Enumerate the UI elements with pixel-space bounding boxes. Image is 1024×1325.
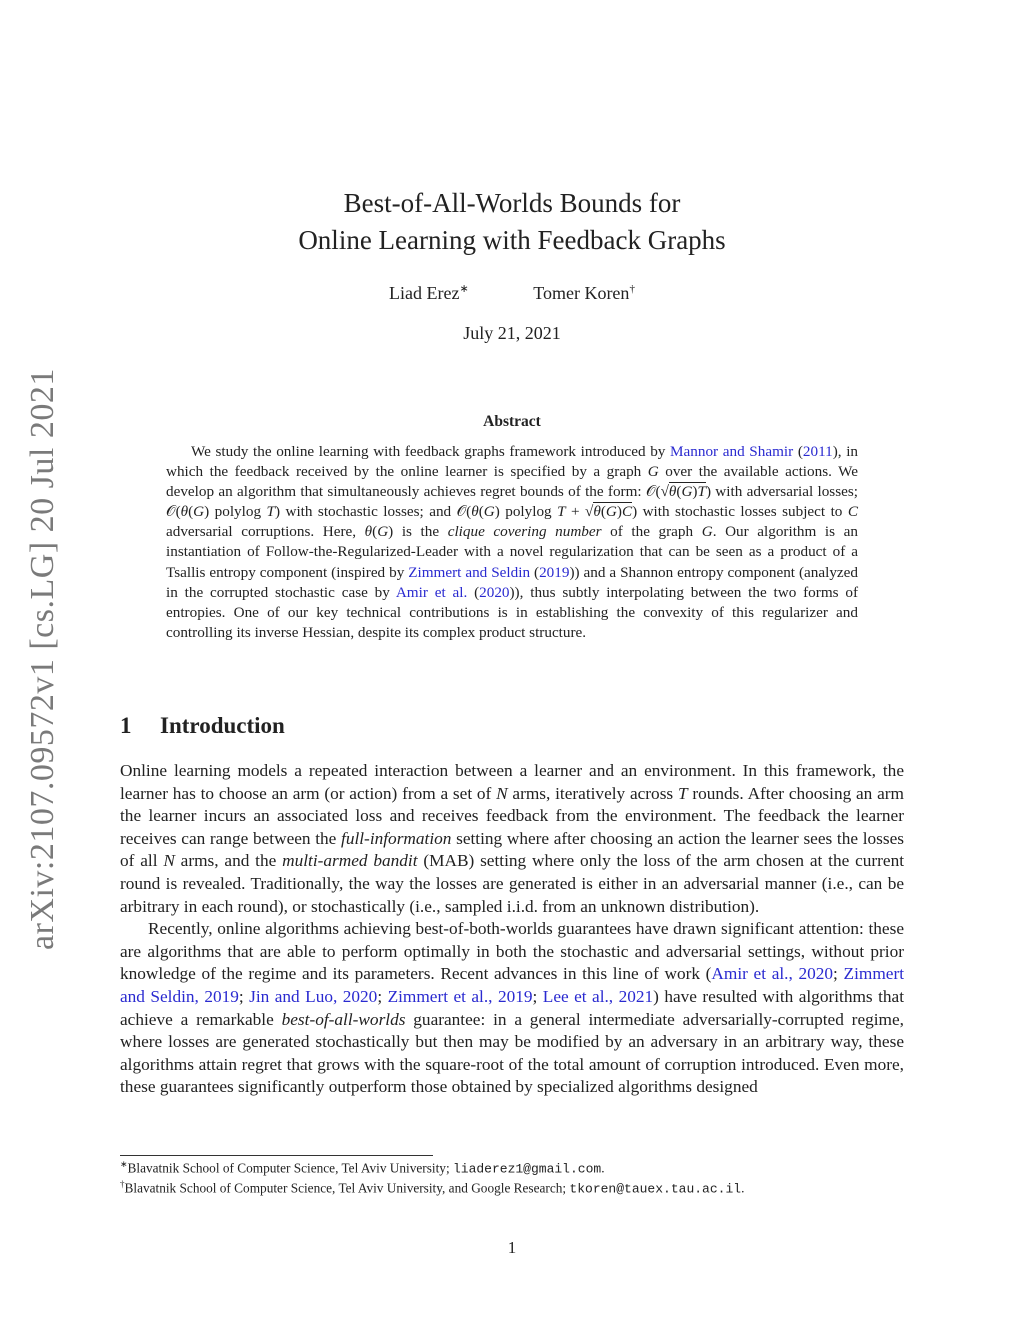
author-1 bbox=[389, 282, 469, 304]
section-heading bbox=[120, 713, 285, 739]
body-paragraph-2: Recently, online algorithms achieving best-of-both-worlds guarantees have drawn significant attention: these are algorithms that are able to perform optimally in both the stochastic and adversarial settings, without prior knowledge of the regime and its parameters. Recent advances in this line of work (Amir et al., 2020; Zimmert and Seldin, 2019; Jin and Luo, 2020; Zimmert et al., 2019; Lee et al., 2021) have resulted with algorithms that achieve a remarkable best-of-all-worlds guarantee: in a general intermediate adversarially-corrupted regime, where losses are generated stochastically but then may be modified by an adversary in an arbitrary way, these algorithms attain regret that grows with the square-root of the total amount of corruption introduced. Even more, these guarantees significantly outperform those obtained by specialized algorithms designed bbox=[120, 919, 904, 1097]
footnote-2 bbox=[120, 1179, 920, 1196]
citation-link[interactable]: 2011 bbox=[802, 443, 833, 460]
citation-link[interactable]: Lee et al., 2021 bbox=[542, 986, 654, 1006]
footnote-2-end: . bbox=[741, 1180, 745, 1196]
footnote-1-email[interactable]: liaderez1@gmail.com bbox=[452, 1161, 602, 1177]
body-paragraph-1: Online learning models a repeated interaction between a learner and an environment. In this framework, the learner has to choose an arm (or action) from a set of N arms, iteratively across T rounds. After choosing an arm the learner incurs an associated loss and receives feedback from the environment. The feedback the learner receives can range between the full-information setting where after choosing an action the learner sees the losses of all N arms, and the multi-armed bandit (MAB) setting where only the loss of the arm chosen at the current round is revealed. Traditionally, the way the losses are generated is either in an adversarial manner (i.e., can be arbitrary in each round), or stochastically (i.e., sampled i.i.d. from an unknown distribution). bbox=[120, 761, 905, 916]
footnote-2-email[interactable]: tkoren@tauex.tau.ac.il bbox=[569, 1181, 742, 1197]
author-2-mark: † bbox=[629, 283, 635, 295]
citation-link[interactable]: Zimmert et al., 2019 bbox=[387, 986, 533, 1006]
author-2-name: Tomer Koren bbox=[533, 283, 630, 303]
footnote-2-mark: † bbox=[120, 1179, 125, 1189]
author-list bbox=[0, 282, 1024, 304]
footnote-2-text: Blavatnik School of Computer Science, Tel Aviv University, and Google Research; bbox=[124, 1180, 570, 1196]
paper-title bbox=[0, 185, 1024, 259]
footnote-1-end: . bbox=[601, 1160, 605, 1176]
footnote-rule bbox=[120, 1155, 433, 1156]
paper-date: July 21, 2021 bbox=[463, 323, 561, 343]
citation-link[interactable]: Zimmert and Seldin bbox=[408, 563, 531, 581]
arxiv-stamp: arXiv:2107.09572v1 [cs.LG] 20 Jul 2021 bbox=[24, 368, 61, 950]
abstract-paragraph: We study the online learning with feedback graphs framework introduced by Mannor and Shamir (2011), in which the feedback received by the online learner is specified by a graph G over the available actions. We develop an algorithm that simultaneously achieves regret bounds of the form: 𝒪(√θ(G)T) with adversarial losses; 𝒪(θ(G) polylog T) with stochastic losses; and 𝒪(θ(G) polylog T + √θ(G)C) with stochastic losses subject to C adversarial corruptions. Here, θ(G) is the clique covering number of the graph G. Our algorithm is an instantiation of Follow-the-Regularized-Leader with a novel regularization that can be seen as a product of a Tsallis entropy component (inspired by Zimmert and Seldin (2019)) and a Shannon entropy component (analyzed in the corrupted stochastic case by Amir et al. (2020)), thus subtly interpolating between the two forms of entropies. One of our key technical contributions is in establishing the convexity of this regularizer and controlling its inverse Hessian, despite its complex product structure. bbox=[166, 443, 859, 641]
page-number: 1 bbox=[507, 1238, 517, 1257]
citation-link[interactable]: Jin and Luo, 2020 bbox=[249, 986, 378, 1006]
section-title: Introduction bbox=[160, 713, 285, 738]
citation-link[interactable]: Amir et al., 2020 bbox=[711, 964, 834, 984]
body-text bbox=[120, 760, 904, 1099]
author-1-mark: ∗ bbox=[459, 283, 469, 295]
title-line-1: Best-of-All-Worlds Bounds for bbox=[343, 188, 681, 218]
footnote-1 bbox=[120, 1159, 920, 1176]
citation-link[interactable]: Amir et al. bbox=[395, 583, 468, 601]
citation-link[interactable]: 2019 bbox=[539, 563, 570, 581]
abstract-text bbox=[166, 442, 858, 643]
citation-link[interactable]: Mannor and Shamir bbox=[670, 443, 794, 460]
abstract-heading: Abstract bbox=[483, 413, 541, 430]
author-2 bbox=[533, 283, 635, 304]
footnote-1-text: Blavatnik School of Computer Science, Tel Aviv University; bbox=[127, 1160, 453, 1176]
title-line-2: Online Learning with Feedback Graphs bbox=[298, 225, 726, 255]
citation-link[interactable]: Zimmert and Seldin, 2019 bbox=[120, 964, 904, 1006]
citation-link[interactable]: 2020 bbox=[479, 583, 510, 601]
footnote-1-mark: ∗ bbox=[120, 1159, 128, 1169]
section-number: 1 bbox=[120, 713, 132, 738]
author-1-name: Liad Erez bbox=[389, 283, 460, 303]
